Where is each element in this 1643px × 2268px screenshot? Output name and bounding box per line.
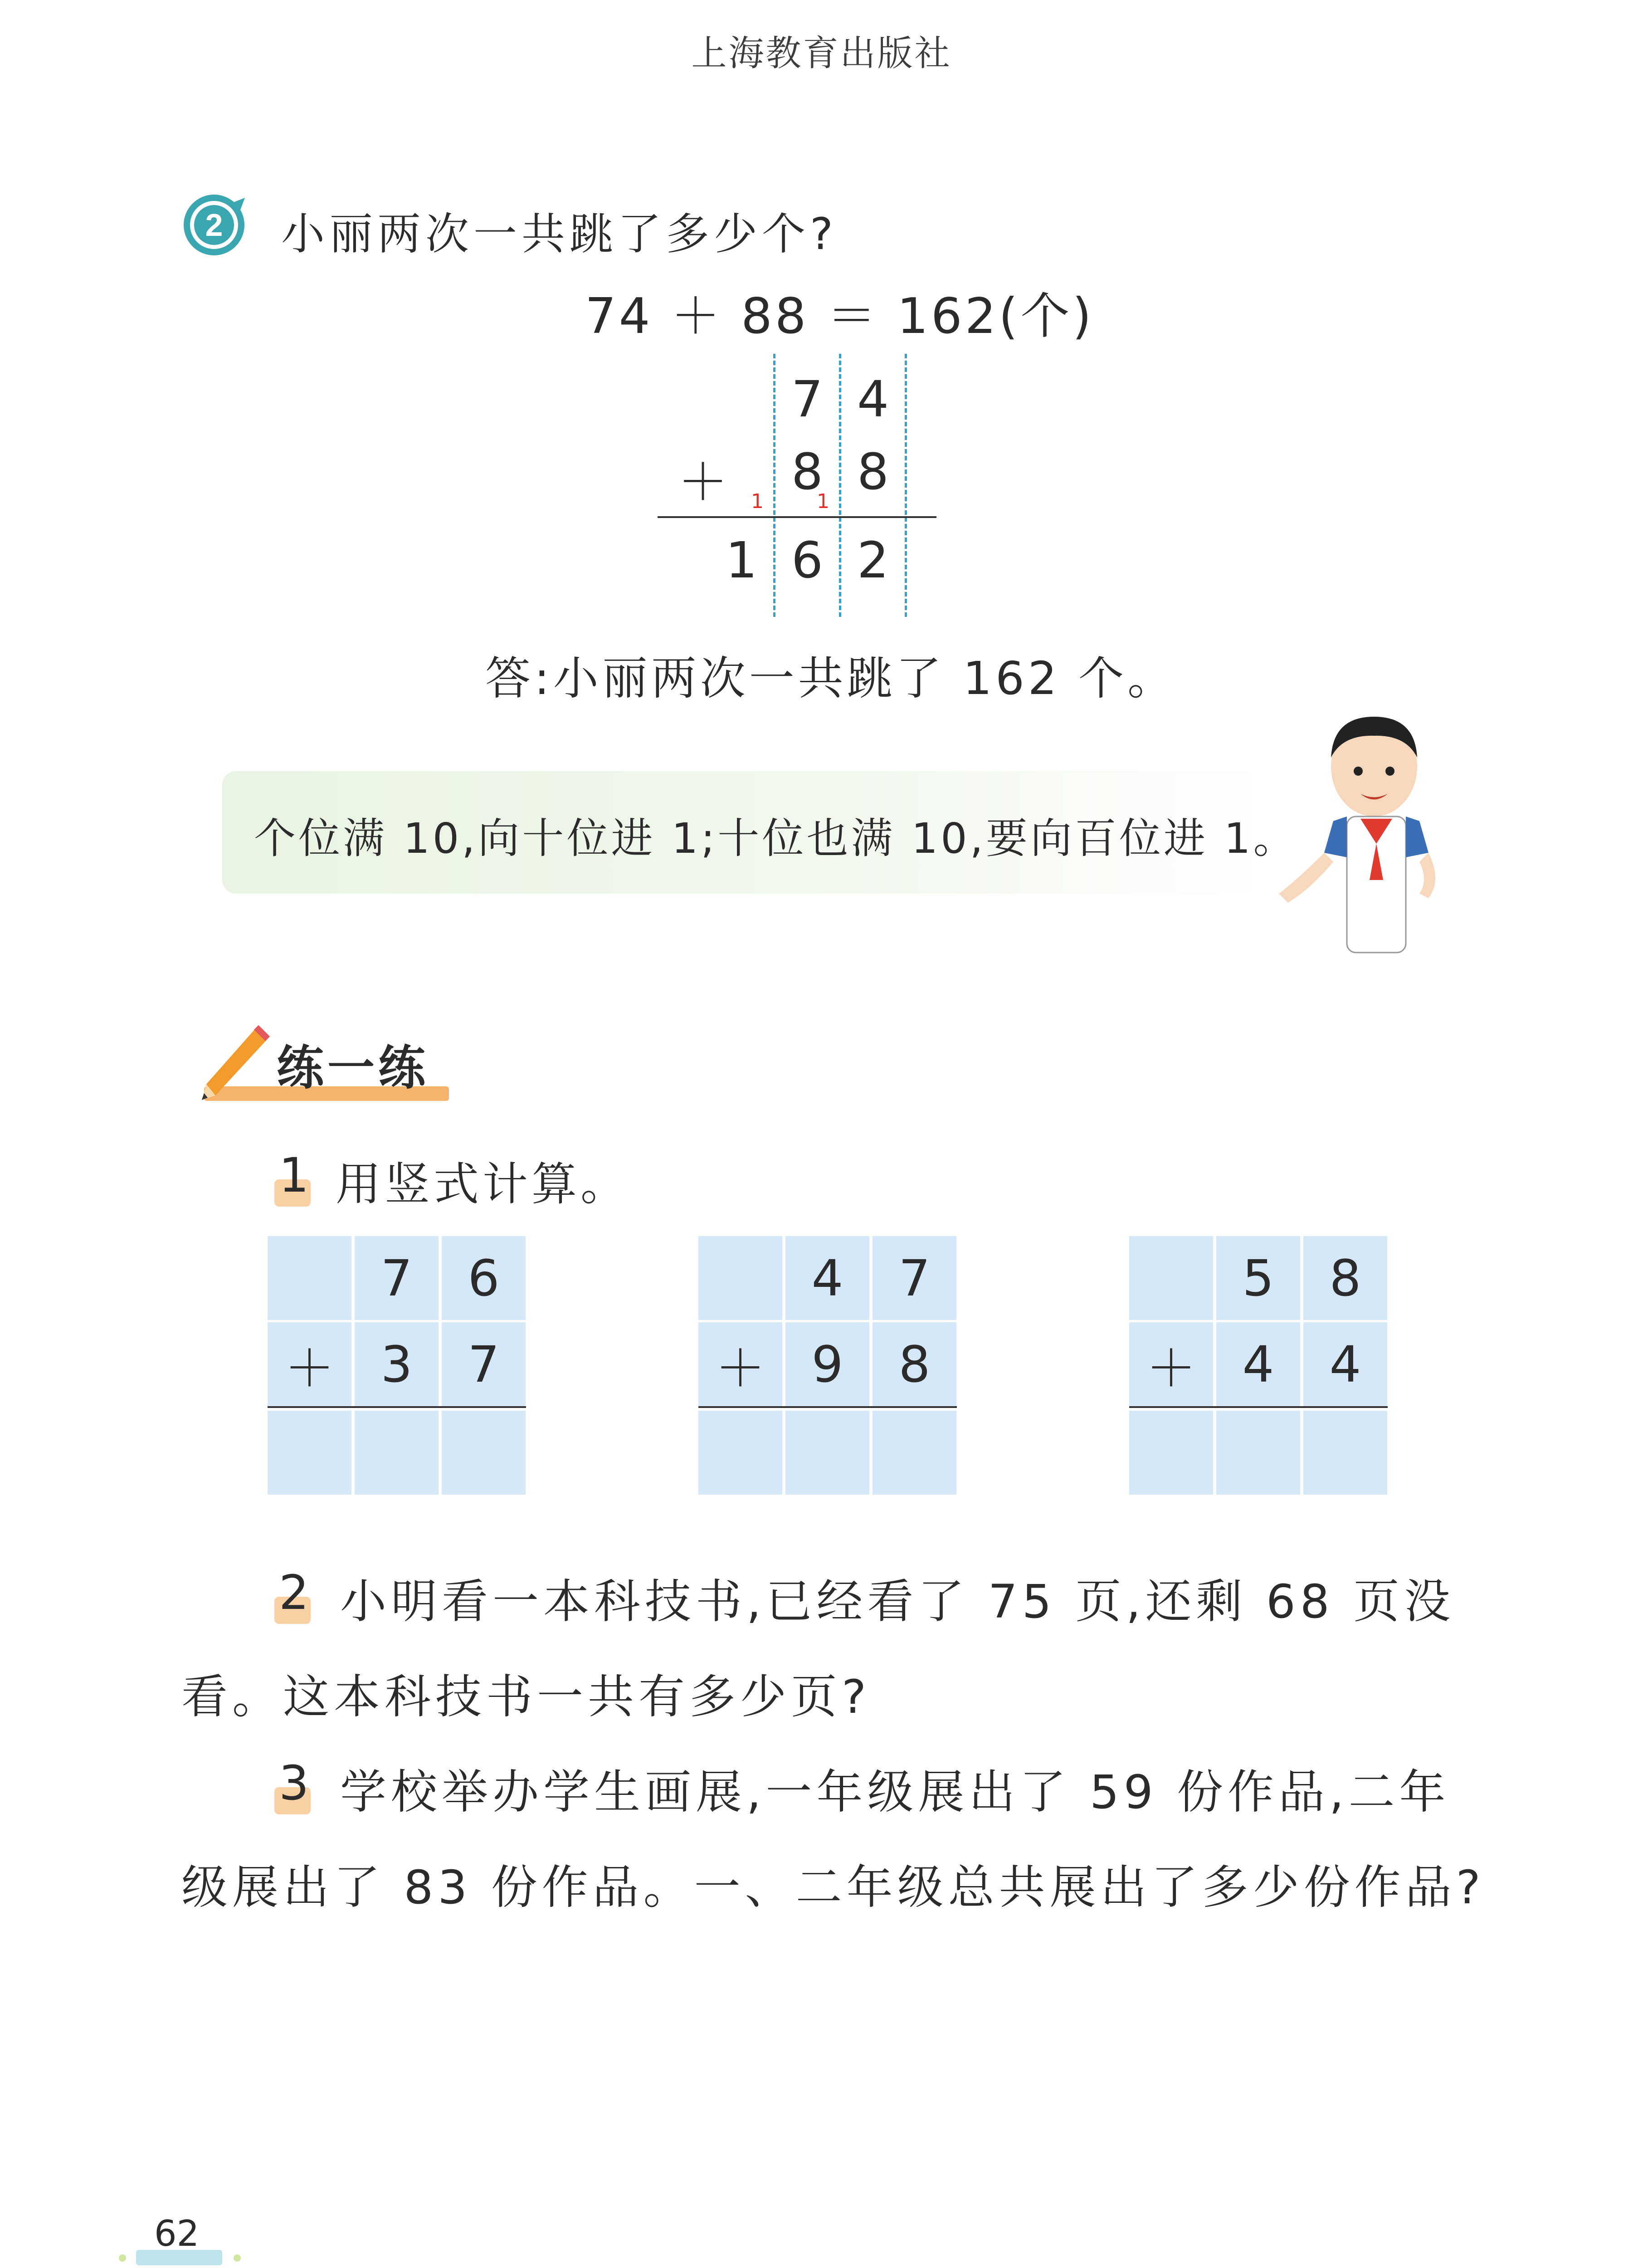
grid-cell: ＋	[268, 1322, 351, 1406]
column-guide	[905, 354, 907, 617]
grid-sum-line	[1129, 1406, 1388, 1408]
vertical-addition	[658, 354, 952, 617]
question-number: 2	[205, 207, 223, 243]
digit: 8	[791, 443, 823, 501]
column-guide	[839, 354, 841, 617]
answer-cell[interactable]	[442, 1411, 526, 1495]
header-publisher: 上海教育出版社	[691, 33, 952, 74]
grid-cell	[268, 1236, 351, 1320]
answer-cell[interactable]	[1216, 1411, 1300, 1495]
plus-sign: ＋	[678, 453, 728, 511]
page-number: 62	[154, 2214, 200, 2254]
item-text: 用竖式计算。	[336, 1158, 629, 1211]
sum-line	[658, 516, 936, 518]
answer-cell[interactable]	[698, 1411, 782, 1495]
item-text: 学校举办学生画展,一年级展出了 59 份作品,二年	[340, 1765, 1450, 1819]
digit: 1	[726, 531, 757, 589]
footer-publisher	[0, 2263, 1643, 2268]
grid-cell: 7	[355, 1236, 439, 1320]
grid-cell: 4	[785, 1236, 869, 1320]
pencil-icon	[190, 1016, 277, 1107]
grid-cell	[698, 1236, 782, 1320]
grid-cell: 6	[442, 1236, 526, 1320]
decorative-dot	[119, 2254, 126, 2262]
digit: 7	[791, 370, 823, 428]
grid-cell: 8	[873, 1322, 956, 1406]
decorative-dot	[234, 2254, 241, 2262]
calculation-grid	[268, 1236, 526, 1495]
grid-cell: 5	[1216, 1236, 1300, 1320]
answer-cell[interactable]	[785, 1411, 869, 1495]
answer-cell[interactable]	[268, 1411, 351, 1495]
grid-cell: 3	[355, 1322, 439, 1406]
grid-cell	[1129, 1236, 1213, 1320]
equation: 74 ＋ 88 ＝ 162(个)	[585, 288, 1094, 345]
grid-cell: ＋	[1129, 1322, 1213, 1406]
digit: 2	[857, 531, 889, 589]
grid-cell: 4	[1216, 1322, 1300, 1406]
answer-cell[interactable]	[1129, 1411, 1213, 1495]
practice-title: 练一练	[277, 1040, 429, 1095]
item-text: 级展出了 83 份作品。一、二年级总共展出了多少份作品?	[181, 1861, 1485, 1915]
answer-cell[interactable]	[1303, 1411, 1387, 1495]
question-number-badge	[181, 190, 249, 258]
column-guide	[773, 354, 775, 617]
item-number: 2	[279, 1565, 309, 1620]
digit: 8	[857, 443, 889, 501]
item-text: 小明看一本科技书,已经看了 75 页,还剩 68 页没	[340, 1575, 1455, 1629]
question-text: 小丽两次一共跳了多少个?	[281, 209, 838, 259]
carry-mark: 1	[817, 490, 829, 513]
item-text: 看。这本科技书一共有多少页?	[181, 1670, 871, 1724]
answer-cell[interactable]	[873, 1411, 956, 1495]
grid-cell: ＋	[698, 1322, 782, 1406]
carry-mark: 1	[751, 490, 764, 513]
calculation-grid	[1129, 1236, 1388, 1495]
item-number: 3	[279, 1755, 309, 1811]
hint-text: 个位满 10,向十位进 1;十位也满 10,要向百位进 1。	[254, 814, 1298, 863]
calculation-grid	[698, 1236, 957, 1495]
answer-cell[interactable]	[355, 1411, 439, 1495]
grid-sum-line	[268, 1406, 526, 1408]
boy-illustration	[1279, 708, 1460, 971]
grid-cell: 8	[1303, 1236, 1387, 1320]
digit: 6	[791, 531, 823, 589]
item-number: 1	[279, 1148, 309, 1203]
grid-cell: 9	[785, 1322, 869, 1406]
grid-cell: 7	[442, 1322, 526, 1406]
digit: 4	[857, 370, 889, 428]
grid-cell: 7	[873, 1236, 956, 1320]
answer-text: 答:小丽两次一共跳了 162 个。	[485, 652, 1177, 705]
grid-cell: 4	[1303, 1322, 1387, 1406]
grid-sum-line	[698, 1406, 957, 1408]
